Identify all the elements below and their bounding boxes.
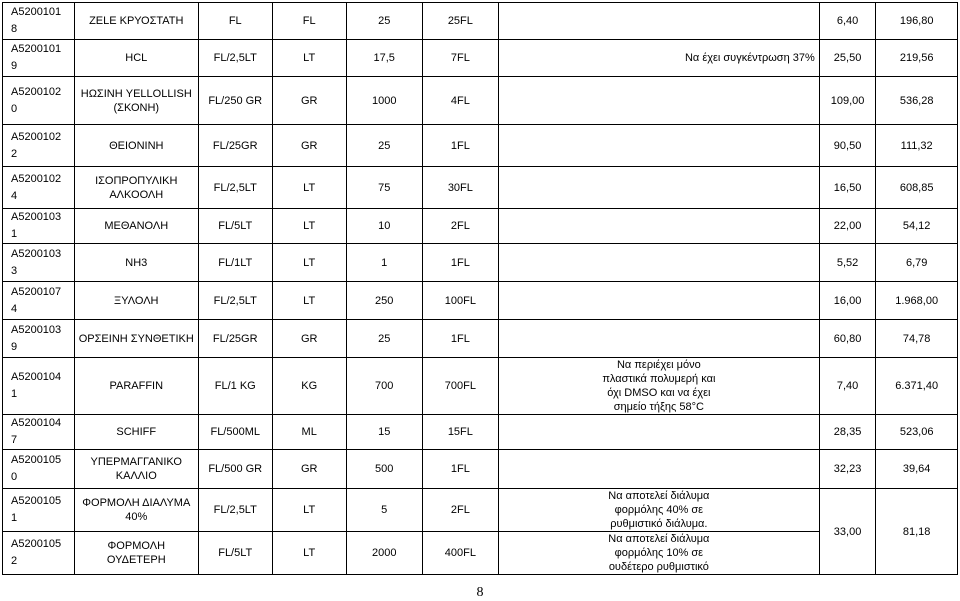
item-code-cell [3, 167, 75, 209]
total-pack-cell [422, 358, 498, 415]
quantity-cell [346, 450, 422, 489]
unit-cell [272, 489, 346, 532]
item-name-cell [74, 77, 198, 125]
quantity-cell-text: 1000 [371, 94, 397, 107]
quantity-cell-text: 25 [378, 332, 391, 345]
price-cell-text: 7,40 [836, 380, 859, 392]
amount-cell-text: 54,12 [902, 220, 931, 232]
note-cell [498, 282, 819, 320]
price-cell-text: 6,40 [836, 15, 859, 27]
price-cell [819, 167, 876, 209]
amount-cell [876, 244, 958, 282]
note-cell [498, 244, 819, 282]
item-code-cell [3, 209, 75, 244]
price-cell [819, 209, 876, 244]
table-row [3, 77, 958, 125]
item-code-cell-text: A5200104 1 [11, 371, 62, 400]
note-cell-text: Να περιέχει μόνο πλαστικά πολυμερή και όχι DMSO και να έχει σημείο τήξης 58°C [602, 359, 716, 413]
amount-cell-text: 39,64 [902, 463, 931, 475]
table-row [3, 125, 958, 167]
table-row [3, 489, 958, 532]
unit-cell-text: LT [303, 220, 316, 232]
unit-cell-text: KG [301, 380, 318, 392]
quantity-cell-text: 5 [381, 504, 388, 516]
item-name-cell-text: NH3 [125, 256, 148, 269]
unit-cell [272, 3, 346, 40]
price-cell-text: 90,50 [833, 139, 862, 152]
total-pack-cell-text: 100FL [444, 294, 476, 307]
item-name-cell-text: ΘΕΙΟΝΙΝΗ [109, 139, 164, 152]
note-cell [498, 3, 819, 40]
pack-cell-text: FL/250 GR [208, 94, 263, 107]
unit-cell-text: ML [301, 426, 317, 438]
total-pack-cell [422, 415, 498, 450]
price-cell-text: 28,35 [833, 426, 862, 438]
unit-cell-text: LT [303, 504, 316, 516]
total-pack-cell-text: 700FL [444, 380, 476, 392]
total-pack-cell-text: 2FL [450, 504, 470, 516]
price-cell [819, 3, 876, 40]
total-pack-cell-text: 7FL [450, 52, 470, 64]
note-cell [498, 125, 819, 167]
quantity-cell [346, 244, 422, 282]
price-cell [819, 125, 876, 167]
amount-cell-text: 6,79 [905, 256, 928, 269]
price-cell-text: 25,50 [833, 52, 862, 64]
table-row [3, 167, 958, 209]
item-code-cell [3, 40, 75, 77]
quantity-cell-text: 15 [378, 426, 391, 438]
pack-cell [198, 415, 272, 450]
total-pack-cell [422, 450, 498, 489]
total-pack-cell-text: 2FL [450, 220, 470, 232]
quantity-cell [346, 167, 422, 209]
quantity-cell [346, 358, 422, 415]
amount-cell [876, 167, 958, 209]
amount-cell-text: 111,32 [900, 139, 933, 152]
item-code-cell-text: A5200105 1 [11, 495, 62, 524]
total-pack-cell-text: 400FL [444, 547, 476, 559]
table-row [3, 450, 958, 489]
amount-cell-text: 523,06 [899, 426, 934, 438]
item-code-cell [3, 125, 75, 167]
pack-cell [198, 125, 272, 167]
total-pack-cell [422, 40, 498, 77]
note-cell [498, 358, 819, 415]
unit-cell-text: LT [303, 547, 316, 559]
unit-cell [272, 282, 346, 320]
quantity-cell-text: 17,5 [373, 52, 395, 64]
item-name-cell-text: ZELE ΚΡΥΟΣΤΑΤΗ [89, 15, 184, 27]
item-name-cell [74, 358, 198, 415]
pack-cell-text: FL/25GR [212, 332, 258, 345]
pack-cell [198, 40, 272, 77]
pack-cell [198, 489, 272, 532]
quantity-cell [346, 209, 422, 244]
unit-cell [272, 77, 346, 125]
pack-cell-text: FL/5LT [218, 547, 253, 559]
total-pack-cell-text: 25FL [447, 15, 473, 27]
pack-cell-text: FL/25GR [212, 139, 258, 152]
unit-cell-text: GR [300, 139, 318, 152]
pack-cell [198, 320, 272, 358]
amount-cell [876, 125, 958, 167]
total-pack-cell [422, 77, 498, 125]
quantity-cell [346, 77, 422, 125]
price-cell-text: 33,00 [833, 525, 862, 538]
amount-cell-text: 608,85 [899, 181, 934, 194]
item-name-cell-text: SCHIFF [116, 426, 157, 438]
note-cell [498, 167, 819, 209]
table-row [3, 358, 958, 415]
price-cell [819, 489, 876, 575]
item-code-cell-text: A5200101 9 [11, 43, 62, 72]
amount-cell [876, 3, 958, 40]
item-name-cell [74, 282, 198, 320]
pack-cell [198, 77, 272, 125]
item-code-cell [3, 3, 75, 40]
price-cell-text: 16,00 [833, 294, 862, 307]
pack-cell-text: FL/2,5LT [213, 181, 257, 194]
item-code-cell-text: A5200103 1 [11, 211, 62, 240]
pack-cell-text: FL/5LT [218, 220, 253, 232]
price-cell-text: 32,23 [833, 463, 862, 475]
table-row [3, 244, 958, 282]
amount-cell [876, 209, 958, 244]
amount-cell [876, 489, 958, 575]
table-row [3, 320, 958, 358]
note-cell-text: Να αποτελεί διάλυμα φορμόλης 10% σε ουδέτερο ρυθμιστικό [608, 533, 710, 573]
item-name-cell [74, 3, 198, 40]
quantity-cell [346, 532, 422, 575]
item-code-cell [3, 415, 75, 450]
item-code-cell [3, 244, 75, 282]
quantity-cell [346, 125, 422, 167]
item-name-cell-text: ΟΡΣΕΙΝΗ ΣΥΝΘΕΤΙΚΗ [78, 332, 194, 345]
item-name-cell [74, 244, 198, 282]
item-code-cell [3, 358, 75, 415]
total-pack-cell [422, 167, 498, 209]
item-code-cell-text: A5200105 0 [11, 454, 62, 483]
note-cell [498, 489, 819, 532]
quantity-cell [346, 40, 422, 77]
unit-cell [272, 40, 346, 77]
price-cell [819, 244, 876, 282]
unit-cell-text: LT [303, 294, 316, 307]
item-name-cell-text: ΜΕΘΑΝΟΛΗ [104, 220, 169, 232]
item-code-cell-text: A5200103 9 [11, 323, 62, 353]
item-name-cell-text: ΦΟΡΜΟΛΗ ΔΙΑΛΥΜΑ 40% [82, 497, 191, 523]
item-code-cell-text: A5200105 2 [11, 538, 62, 567]
item-code-cell-text: A5200104 7 [11, 417, 62, 446]
total-pack-cell-text: 1FL [450, 463, 470, 475]
table-row [3, 40, 958, 77]
note-cell [498, 415, 819, 450]
quantity-cell [346, 489, 422, 532]
quantity-cell-text: 10 [378, 220, 391, 232]
price-cell [819, 415, 876, 450]
quantity-cell-text: 25 [378, 15, 391, 27]
quantity-cell [346, 415, 422, 450]
table-row [3, 415, 958, 450]
table-row [3, 282, 958, 320]
pack-cell [198, 167, 272, 209]
price-cell [819, 450, 876, 489]
total-pack-cell-text: 1FL [450, 139, 470, 152]
unit-cell [272, 244, 346, 282]
amount-cell-text: 196,80 [899, 15, 934, 27]
note-cell [498, 40, 819, 77]
quantity-cell-text: 250 [375, 294, 394, 307]
price-cell-text: 60,80 [833, 332, 862, 345]
item-code-cell [3, 450, 75, 489]
quantity-cell-text: 500 [375, 463, 394, 475]
item-name-cell-text: ΥΠΕΡΜΑΓΓΑΝΙΚΟ ΚΑΛΛΙΟ [90, 456, 182, 482]
item-code-cell-text: A5200102 0 [11, 85, 62, 115]
item-name-cell [74, 450, 198, 489]
table-body [3, 3, 958, 575]
pack-cell [198, 209, 272, 244]
price-cell [819, 320, 876, 358]
price-cell [819, 282, 876, 320]
total-pack-cell [422, 532, 498, 575]
item-code-cell [3, 77, 75, 125]
total-pack-cell-text: 1FL [450, 332, 470, 345]
amount-cell [876, 358, 958, 415]
unit-cell [272, 320, 346, 358]
note-cell-text: Να έχει συγκέντρωση 37% [684, 52, 815, 64]
item-code-cell [3, 320, 75, 358]
price-cell-text: 16,50 [833, 181, 862, 194]
total-pack-cell [422, 244, 498, 282]
total-pack-cell [422, 282, 498, 320]
amount-cell [876, 40, 958, 77]
unit-cell-text: GR [300, 94, 318, 107]
unit-cell [272, 532, 346, 575]
amount-cell [876, 415, 958, 450]
note-cell [498, 320, 819, 358]
item-name-cell [74, 125, 198, 167]
item-code-cell-text: A5200102 4 [11, 172, 62, 202]
item-code-cell-text: A5200101 8 [11, 6, 62, 35]
amount-cell-text: 1.968,00 [895, 294, 939, 307]
amount-cell [876, 282, 958, 320]
page-number: 8 [476, 585, 484, 600]
unit-cell-text: GR [300, 332, 318, 345]
item-name-cell [74, 415, 198, 450]
amount-cell-text: 6.371,40 [895, 380, 939, 392]
total-pack-cell-text: 15FL [447, 426, 473, 438]
quantity-cell-text: 2000 [371, 547, 397, 559]
price-cell [819, 40, 876, 77]
unit-cell-text: FL [302, 15, 316, 27]
item-name-cell-text: PARAFFIN [109, 380, 164, 392]
unit-cell [272, 450, 346, 489]
pack-cell [198, 282, 272, 320]
item-name-cell-text: HCL [125, 52, 148, 64]
item-code-cell [3, 532, 75, 575]
table-row [3, 3, 958, 40]
total-pack-cell [422, 320, 498, 358]
item-name-cell [74, 167, 198, 209]
unit-cell [272, 125, 346, 167]
item-name-cell [74, 320, 198, 358]
item-code-cell [3, 489, 75, 532]
amount-cell [876, 450, 958, 489]
pack-cell-text: FL/2,5LT [213, 504, 257, 516]
pack-cell-text: FL/1LT [218, 256, 253, 269]
note-cell [498, 532, 819, 575]
pack-cell-text: FL/500 GR [208, 463, 263, 475]
item-name-cell [74, 532, 198, 575]
unit-cell [272, 209, 346, 244]
unit-cell-text: LT [303, 181, 316, 194]
total-pack-cell [422, 209, 498, 244]
amount-cell [876, 320, 958, 358]
pack-cell [198, 450, 272, 489]
price-table [2, 2, 958, 575]
total-pack-cell [422, 125, 498, 167]
item-name-cell [74, 40, 198, 77]
quantity-cell-text: 700 [375, 380, 394, 392]
item-code-cell [3, 282, 75, 320]
note-cell [498, 450, 819, 489]
unit-cell [272, 415, 346, 450]
price-cell-text: 5,52 [836, 256, 859, 269]
amount-cell-text: 219,56 [899, 52, 934, 64]
table-row [3, 209, 958, 244]
item-name-cell-text: ΗΩΣΙΝΗ YELLOLLISH (ΣΚΟΝΗ) [80, 87, 192, 114]
item-name-cell [74, 489, 198, 532]
note-cell-text: Να αποτελεί διάλυμα φορμόλης 40% σε ρυθμιστικό διάλυμα. [608, 490, 710, 530]
amount-cell [876, 77, 958, 125]
pack-cell-text: FL/2,5LT [213, 294, 257, 307]
pack-cell-text: FL/2,5LT [213, 52, 257, 64]
unit-cell-text: GR [300, 463, 318, 475]
unit-cell [272, 358, 346, 415]
item-code-cell-text: A5200102 2 [11, 130, 62, 160]
note-cell [498, 209, 819, 244]
item-name-cell-text: ΙΣΟΠΡΟΠΥΛΙΚΗ ΑΛΚΟΟΛΗ [95, 174, 178, 201]
price-cell [819, 358, 876, 415]
quantity-cell [346, 320, 422, 358]
quantity-cell-text: 25 [378, 139, 391, 152]
item-name-cell-text: ΞΥΛΟΛΗ [114, 294, 159, 307]
unit-cell-text: LT [303, 52, 316, 64]
item-name-cell-text: ΦΟΡΜΟΛΗ ΟΥΔΕΤΕΡΗ [106, 540, 166, 566]
pack-cell [198, 358, 272, 415]
quantity-cell-text: 75 [378, 181, 391, 194]
item-code-cell-text: A5200103 3 [11, 247, 62, 277]
note-cell [498, 77, 819, 125]
unit-cell-text: LT [303, 256, 316, 269]
total-pack-cell [422, 489, 498, 532]
total-pack-cell-text: 4FL [450, 94, 470, 107]
pack-cell-text: FL/1 KG [214, 380, 256, 392]
table-row [3, 532, 958, 575]
pack-cell [198, 532, 272, 575]
pack-cell [198, 3, 272, 40]
total-pack-cell [422, 3, 498, 40]
unit-cell [272, 167, 346, 209]
amount-cell-text: 81,18 [902, 525, 931, 538]
quantity-cell [346, 3, 422, 40]
price-cell [819, 77, 876, 125]
item-name-cell [74, 209, 198, 244]
pack-cell [198, 244, 272, 282]
amount-cell-text: 74,78 [902, 332, 931, 345]
pack-cell-text: FL [228, 15, 242, 27]
total-pack-cell-text: 30FL [447, 181, 473, 194]
quantity-cell-text: 1 [381, 256, 388, 269]
pack-cell-text: FL/500ML [210, 426, 260, 438]
total-pack-cell-text: 1FL [450, 256, 470, 269]
price-cell-text: 109,00 [830, 94, 865, 107]
item-code-cell-text: A5200107 4 [11, 285, 62, 315]
price-cell-text: 22,00 [833, 220, 862, 232]
quantity-cell [346, 282, 422, 320]
amount-cell-text: 536,28 [899, 94, 934, 107]
